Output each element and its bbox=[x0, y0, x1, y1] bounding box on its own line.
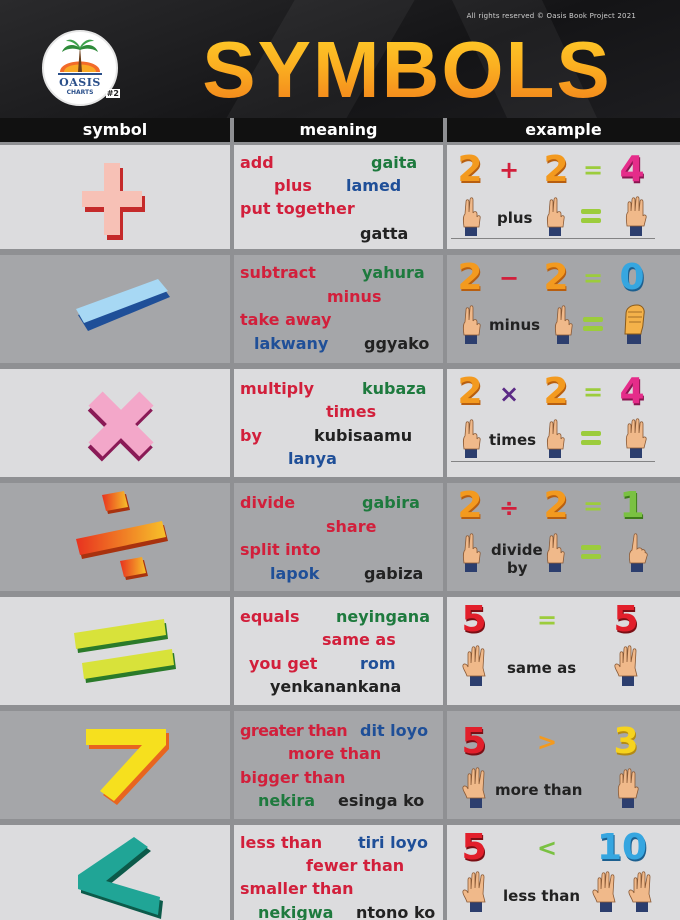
logo-brand-text: OASIS bbox=[59, 76, 101, 89]
two-fingers-hand-icon bbox=[543, 531, 567, 573]
meaning-word: lamed bbox=[346, 176, 402, 195]
meaning-word: yahura bbox=[362, 263, 425, 282]
meaning-word: multiply bbox=[240, 379, 315, 398]
meaning-word: gatta bbox=[360, 224, 409, 243]
meaning-word: same as bbox=[322, 630, 396, 649]
table-row-plus bbox=[0, 142, 680, 252]
equals-symbol-icon bbox=[70, 611, 182, 689]
five-fingers-hand-icon bbox=[613, 645, 643, 687]
copyright-text: All rights reserved © Oasis Book Project 2021 bbox=[466, 12, 636, 20]
two-fingers-hand-icon bbox=[459, 303, 483, 345]
multiply-symbol-icon bbox=[80, 381, 162, 467]
meaning-word: fewer than bbox=[306, 856, 405, 875]
meaning-word: smaller than bbox=[240, 879, 354, 898]
example-operator: × bbox=[498, 380, 520, 408]
example-operator: > bbox=[536, 728, 558, 756]
example-result: 1 bbox=[619, 485, 645, 526]
one-finger-hand-icon bbox=[625, 531, 649, 573]
meaning-word: share bbox=[326, 517, 377, 536]
meaning-word: tiri loyo bbox=[358, 833, 428, 852]
example-equals: = bbox=[536, 606, 558, 634]
logo-sub-text: CHARTS bbox=[66, 89, 94, 96]
example-equals: = bbox=[582, 264, 604, 292]
example-number: 3 bbox=[613, 721, 639, 762]
example-result: 4 bbox=[619, 149, 645, 190]
meaning-word: gaita bbox=[371, 153, 418, 172]
meaning-word: times bbox=[326, 402, 377, 421]
example-equals: = bbox=[582, 378, 604, 406]
example-operator: ÷ bbox=[498, 494, 520, 522]
three-fingers-hand-icon bbox=[615, 767, 641, 809]
example-operator: − bbox=[498, 264, 520, 292]
two-fingers-hand-icon bbox=[551, 303, 575, 345]
meaning-word: minus bbox=[327, 287, 382, 306]
meaning-word: equals bbox=[240, 607, 300, 626]
four-fingers-hand-icon bbox=[623, 417, 649, 459]
meaning-word: nekigwa bbox=[258, 903, 334, 920]
table-row-divide bbox=[0, 480, 680, 594]
table-row-less-than bbox=[0, 822, 680, 920]
meaning-word: you get bbox=[249, 654, 318, 673]
table-row-equals bbox=[0, 594, 680, 708]
meaning-word: esinga ko bbox=[338, 791, 425, 810]
example-result: 4 bbox=[619, 371, 645, 412]
example-number: 10 bbox=[597, 827, 648, 868]
oasis-logo bbox=[42, 30, 118, 106]
page-title: SYMBOLS bbox=[172, 24, 642, 116]
example-number: 2 bbox=[543, 149, 569, 190]
table-row-minus bbox=[0, 252, 680, 366]
example-label: times bbox=[489, 431, 537, 449]
meaning-word: divide bbox=[240, 493, 296, 512]
example-label: by bbox=[507, 559, 528, 577]
meaning-word: add bbox=[240, 153, 274, 172]
example-number: 2 bbox=[543, 371, 569, 412]
example-operator: + bbox=[498, 156, 520, 184]
plus-symbol-icon bbox=[78, 155, 146, 243]
meaning-word: gabira bbox=[362, 493, 420, 512]
minus-symbol-icon bbox=[70, 275, 180, 345]
header-banner bbox=[0, 0, 680, 118]
five-fingers-hand-icon bbox=[591, 871, 621, 913]
example-operator: < bbox=[536, 834, 558, 862]
five-fingers-hand-icon bbox=[461, 767, 491, 809]
example-number: 2 bbox=[543, 485, 569, 526]
meaning-word: by bbox=[240, 426, 262, 445]
example-equals: = bbox=[582, 156, 604, 184]
meaning-word: ntono ko bbox=[356, 903, 436, 920]
example-label: more than bbox=[495, 781, 583, 799]
meaning-word: kubisaamu bbox=[314, 426, 413, 445]
column-header-meaning: meaning bbox=[234, 118, 443, 142]
meaning-word: subtract bbox=[240, 263, 316, 282]
example-label: plus bbox=[497, 209, 533, 227]
five-fingers-hand-icon bbox=[627, 871, 657, 913]
two-fingers-hand-icon bbox=[543, 417, 567, 459]
meaning-word: greater than bbox=[240, 721, 347, 740]
example-number: 2 bbox=[457, 371, 483, 412]
meaning-word: gabiza bbox=[364, 564, 424, 583]
greater-than-symbol-icon bbox=[82, 721, 172, 811]
meaning-word: put together bbox=[240, 199, 355, 218]
two-fingers-hand-icon bbox=[459, 417, 483, 459]
two-fingers-hand-icon bbox=[543, 195, 567, 237]
column-header-example: example bbox=[447, 118, 680, 142]
column-header-symbol: symbol bbox=[0, 118, 230, 142]
example-number: 2 bbox=[543, 257, 569, 298]
two-fingers-hand-icon bbox=[459, 195, 483, 237]
example-result: 0 bbox=[619, 257, 645, 298]
meaning-word: plus bbox=[274, 176, 312, 195]
meaning-word: bigger than bbox=[240, 768, 346, 787]
meaning-word: neyingana bbox=[336, 607, 430, 626]
meaning-word: more than bbox=[288, 744, 382, 763]
meaning-word: dit loyo bbox=[360, 721, 429, 740]
example-label: same as bbox=[507, 659, 577, 677]
meaning-word: less than bbox=[240, 833, 323, 852]
logo-number: #2 bbox=[106, 89, 119, 98]
meaning-word: split into bbox=[240, 540, 321, 559]
divide-symbol-icon bbox=[72, 489, 172, 585]
meaning-word: yenkanankana bbox=[270, 677, 402, 696]
less-than-symbol-icon bbox=[74, 833, 164, 919]
example-equals: = bbox=[582, 492, 604, 520]
five-fingers-hand-icon bbox=[461, 645, 491, 687]
example-number: 2 bbox=[457, 485, 483, 526]
meaning-word: lapok bbox=[270, 564, 320, 583]
example-number: 2 bbox=[457, 257, 483, 298]
example-number: 5 bbox=[461, 721, 487, 762]
four-fingers-hand-icon bbox=[623, 195, 649, 237]
meaning-word: nekira bbox=[258, 791, 316, 810]
meaning-word: kubaza bbox=[362, 379, 427, 398]
meaning-word: lanya bbox=[288, 449, 337, 468]
example-label: divide bbox=[491, 541, 543, 559]
example-label: minus bbox=[489, 316, 541, 334]
example-number: 2 bbox=[457, 149, 483, 190]
meaning-word: ggyako bbox=[364, 334, 430, 353]
two-fingers-hand-icon bbox=[459, 531, 483, 573]
meaning-word: take away bbox=[240, 310, 332, 329]
table-row-greater-than bbox=[0, 708, 680, 822]
five-fingers-hand-icon bbox=[461, 871, 491, 913]
meaning-word: lakwany bbox=[254, 334, 329, 353]
meaning-word: rom bbox=[360, 654, 396, 673]
example-label: less than bbox=[503, 887, 581, 905]
fist-icon bbox=[621, 299, 647, 345]
table-row-multiply bbox=[0, 366, 680, 480]
example-number: 5 bbox=[461, 827, 487, 868]
example-number: 5 bbox=[613, 599, 639, 640]
example-number: 5 bbox=[461, 599, 487, 640]
